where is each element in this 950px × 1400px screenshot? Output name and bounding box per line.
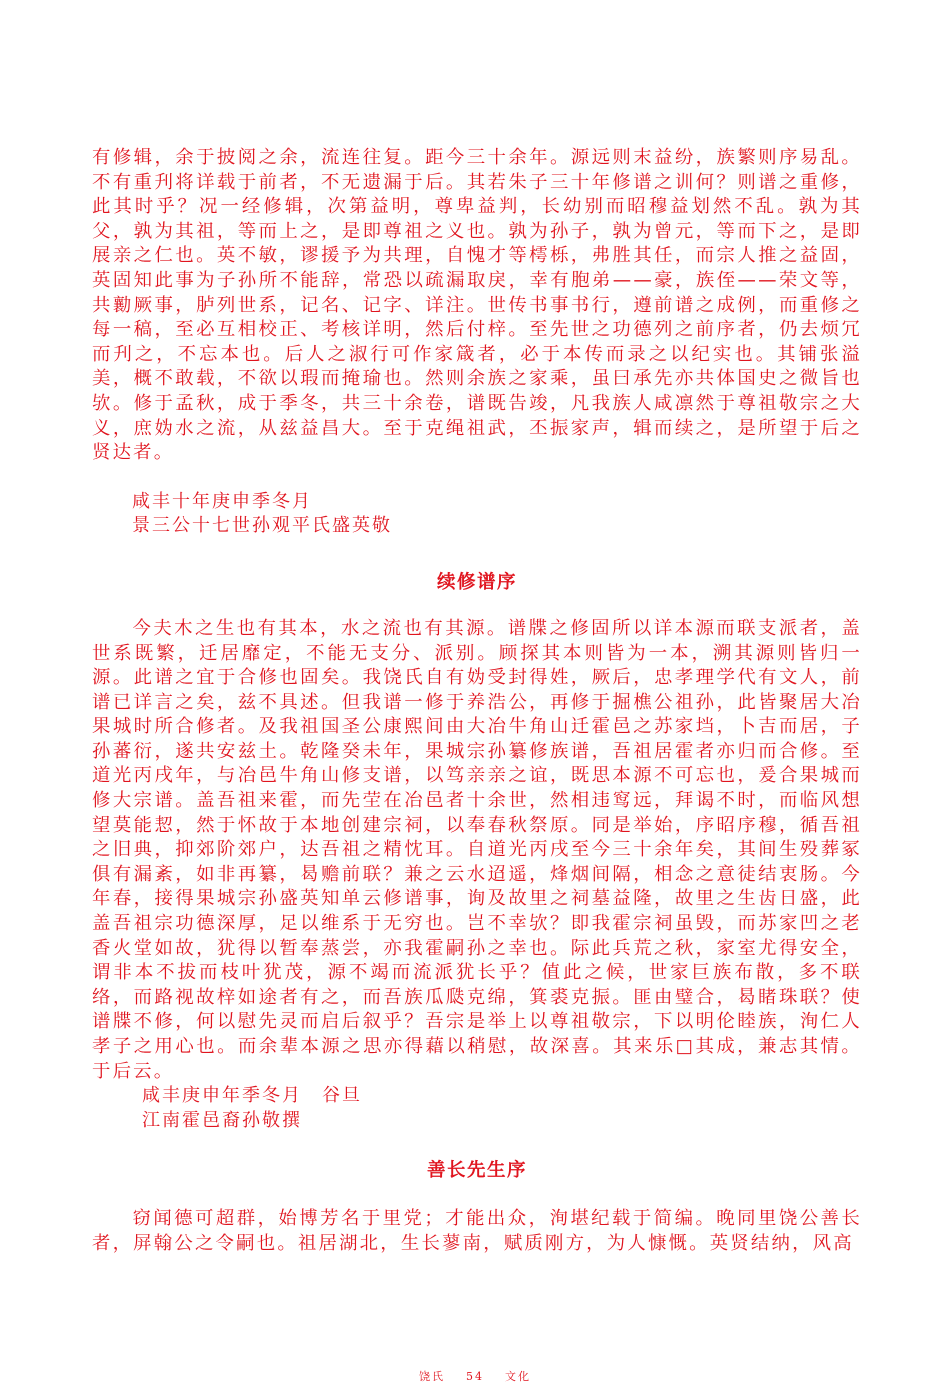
- section2-body: 今夫木之生也有其本，水之流也有其源。谱牒之修固所以详本源而联支派者，盖世系既繁，迁居靡定，不能无支分、派别。顾探其本则皆为一本，溯其源则皆归一源。此谱之宜于合修也固矣。我饶氏自有妫受封得姓，厥后，忠孝理学代有文人，前谱已详言之矣，兹不具述。但我谱一修于养浩公，再修于掘樵公祖孙，此皆聚居大冶果城时所合修者。及我祖国圣公康熙间由大冶牛角山迁霍邑之苏家垱，卜吉而居，子孙蕃衍，遂共安兹土。乾隆癸未年，果城宗孙纂修族谱，吾祖居霍者亦归而合修。至道光丙戌年，与冶邑牛角山修支谱，以笃亲亲之谊，既思本源不可忘也，爰合果城而修大宗谱。盖吾祖来霍，而先茔在冶邑者十余世，然相违窎远，拜谒不时，而临风想望莫能恝，然于怀故于本地创建宗祠，以奉春秋祭原。同是举始，序昭序穆，循吾祖之旧典，抑郊阶郊户，达吾祖之精忱耳。自道光丙戌至今三十余年矣，其间生殁葬冢俱有漏紊，如非再纂，曷赡前联？兼之云水迢遥，烽烟间隔，相念之意徒结衷肠。今年春，接得果城宗孙盛英知单云修谱事，询及故里之祠墓益隆，故里之生齿日盛，此盖吾祖宗功德深厚，足以维系于无穷也。岂不幸欤？即我霍宗祠虽毁，而苏家凹之老香火堂如故，犹得以暂奉蒸尝，亦我霍嗣孙之幸也。际此兵荒之秋，家室尤得安全，谓非本不拔而枝叶犹茂，源不竭而流派犹长乎？值此之候，世家巨族布散，多不联络，而路视故梓如途者有之，而吾族瓜瓞克绵，箕裘克振。匪由璧合，曷睹珠联？使谱牒不修，何以慰先灵而启后叙乎？吾宗是举上以尊祖敬宗，下以明伦睦族，洵仁人孝子之用心也。而余辈本源之思亦得藉以稍慰，故深喜。其来乐□其成，兼志其情。于后云。: [92, 617, 862, 1082]
- section2-sign-author: 江南霍邑裔孙敬撰: [142, 1109, 302, 1131]
- section1-body: 有修辑，余于披阅之余，流连往复。距今三十余年。源远则末益纷，族繁则序易乱。不有重刋将详载于前者，不无遗漏于后。其若朱子三十年修谱之训何？则谱之重修，此其时乎？况一经修辑，次第益明，尊卑益判，长幼别而昭穆益划然不乱。孰为其父，孰为其祖，等而上之，是即尊祖之义也。孰为孙子，孰为曾元，等而下之，是即展亲之仁也。英不敏，谬援予为共理，自愧才等樗栎，弗胜其任，而宗人推之益固，英固知此事为子孙所不能辞，常恐以疏漏取戾，幸有胞弟——豪，族侄——荣文等，共勷厥事，胪列世系，记名、记字、详注。世传书事书行，遵前谱之成例，而重修之每一稿，至必互相校正、考核详明，然后付梓。至先世之功德列之前序者，仍去烦冗而刋之，不忘本也。后人之淑行可作家箴者，必于本传而录之以纪实也。其铺张溢美，概不敢载，不欲以瑕而掩瑜也。然则余族之家乘，虽曰承先亦共体国史之微旨也欤。修于孟秋，成于季冬，共三十余卷，谱既告竣，凡我族人咸凛然于尊祖敬宗之大义，庶妫水之流，从兹益昌大。至于克绳祖武，丕振家声，辑而续之，是所望于后之贤达者。: [92, 147, 862, 464]
- section3-title: 善长先生序: [426, 1160, 527, 1182]
- footer-right-label: 文化: [505, 1370, 531, 1383]
- section2-title: 续修谱序: [436, 571, 517, 593]
- section1-sign-date: 咸丰十年庚申季冬月: [132, 490, 312, 512]
- section3-body: 窃闻德可超群，始博芳名于里党；才能出众，洵堪纪载于简编。晚同里饶公善长者，屏翰公之令嗣也。祖居湖北，生长蓼南，赋质刚方，为人慷慨。英贤结纳，风高: [92, 1208, 862, 1254]
- section1-sign-author: 景三公十七世孙观平氏盛英敬: [132, 515, 392, 537]
- page-footer: [0, 1368, 950, 1384]
- section2-sign-date: 咸丰庚申年季冬月 谷旦: [142, 1085, 362, 1107]
- footer-left-label: 饶氏: [419, 1370, 445, 1383]
- page-number: 54: [466, 1370, 484, 1383]
- page-content: [92, 146, 862, 1257]
